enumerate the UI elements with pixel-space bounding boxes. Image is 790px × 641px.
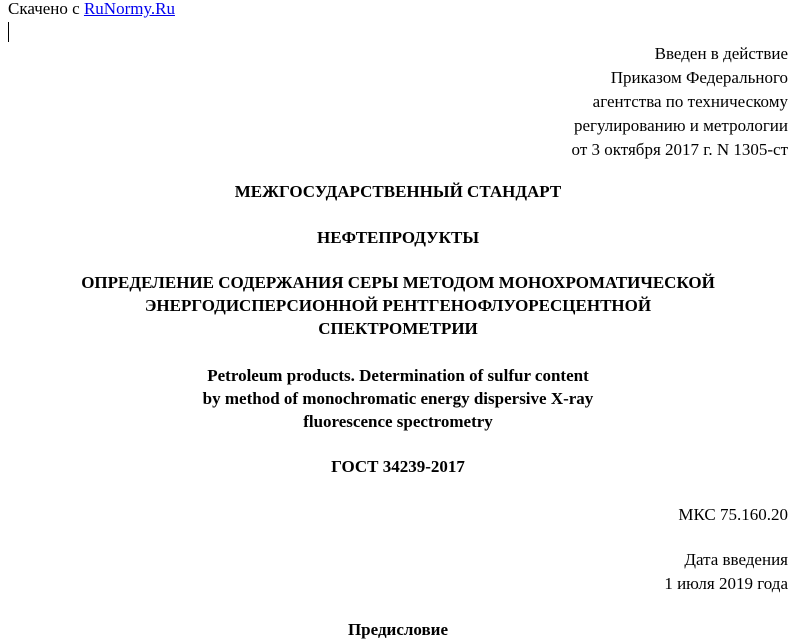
title-russian-line: ЭНЕРГОДИСПЕРСИОННОЙ РЕНТГЕНОФЛУОРЕСЦЕНТНОЙ: [144, 296, 652, 315]
approval-line: от 3 октября 2017 г. N 1305-ст: [571, 140, 788, 159]
approval-line: агентства по техническому: [592, 92, 788, 111]
approval-line: Введен в действие: [654, 44, 788, 63]
title-russian-line: ОПРЕДЕЛЕНИЕ СОДЕРЖАНИЯ СЕРЫ МЕТОДОМ МОНОХРОМАТИЧЕСКОЙ: [81, 273, 715, 292]
runormy-link[interactable]: RuNormy.Ru: [83, 0, 175, 18]
approval-line: регулированию и метрологии: [573, 116, 788, 135]
downloaded-from-text: Скачено с: [8, 0, 80, 18]
introduction-label: Дата введения: [684, 550, 788, 569]
title-russian-line: СПЕКТРОМЕТРИИ: [318, 319, 478, 338]
standard-type-heading: МЕЖГОСУДАРСТВЕННЫЙ СТАНДАРТ: [234, 182, 562, 201]
mks-code: МКС 75.160.20: [678, 505, 788, 524]
source-line: [8, 0, 175, 20]
title-english-line: fluorescence spectrometry: [303, 412, 493, 431]
title-russian: [0, 271, 790, 340]
text-cursor: [8, 22, 9, 42]
title-english-line: by method of monochromatic energy dispersive X-ray: [202, 389, 594, 408]
foreword-heading: Предисловие: [347, 620, 449, 639]
approval-line: Приказом Федерального: [610, 68, 788, 87]
introduction-date-block: [664, 548, 788, 596]
title-english: [0, 364, 790, 433]
gost-designation: ГОСТ 34239-2017: [331, 457, 465, 476]
title-english-line: Petroleum products. Determination of sulfur content: [207, 366, 589, 385]
approval-block: [388, 42, 788, 162]
standard-subject-heading: НЕФТЕПРОДУКТЫ: [316, 228, 480, 247]
introduction-date: 1 июля 2019 года: [664, 574, 788, 593]
